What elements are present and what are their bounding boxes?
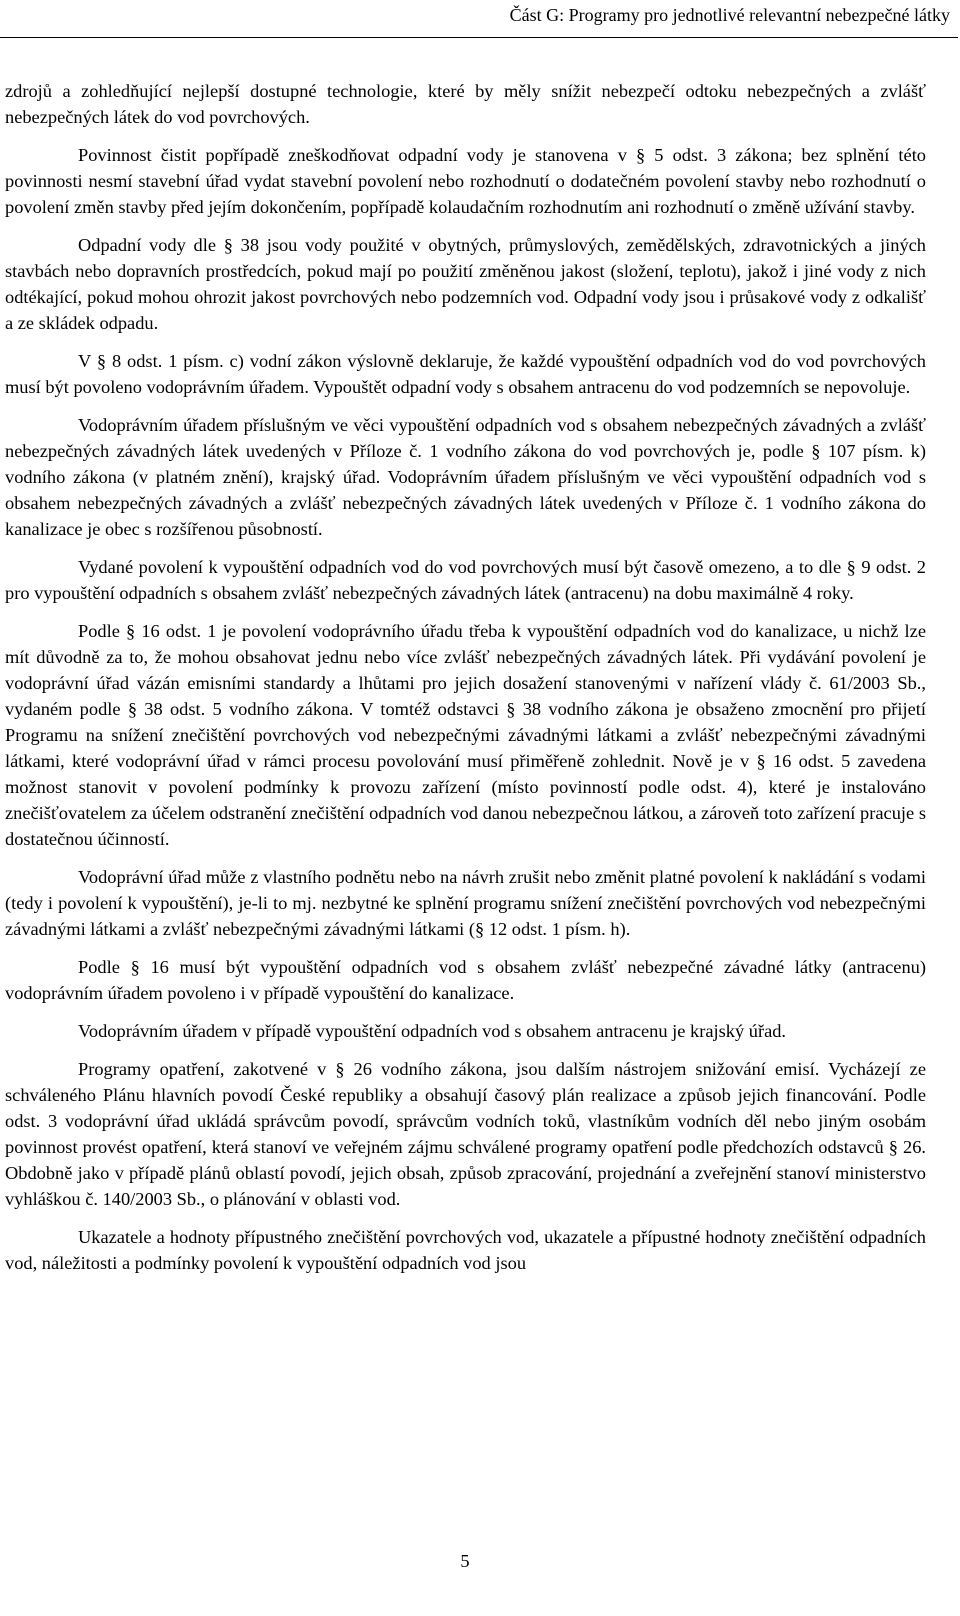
paragraph: Vodoprávním úřadem příslušným ve věci vypouštění odpadních vod s obsahem nebezpečných závadných a zvlášť nebezpečných závadných látek uvedených v Příloze č. 1 vodního zákona do vod povrchových je, podle § 107 písm. k) vodního zákona (v platném znění), krajský úřad. Vodoprávním úřadem příslušným ve věci vypouštění odpadních vod s obsahem nebezpečných závadných a zvlášť nebezpečných závadných látek uvedených v Příloze č. 1 vodního zákona do kanalizace je obec s rozšířenou působností. (5, 415, 926, 539)
paragraph: Podle § 16 musí být vypouštění odpadních vod s obsahem zvlášť nebezpečné závadné látky (antracenu) vodoprávním úřadem povoleno i v případě vypouštění do kanalizace. (5, 957, 926, 1003)
paragraph: zdrojů a zohledňující nejlepší dostupné technologie, které by měly snížit nebezpečí odtoku nebezpečných a zvlášť nebezpečných látek do vod povrchových. (5, 81, 926, 127)
paragraph: Vodoprávní úřad může z vlastního podnětu nebo na návrh zrušit nebo změnit platné povolení k nakládání s vodami (tedy i povolení k vypouštění), je-li to mj. nezbytné ke splnění programu snížení znečištění povrchových vod nebezpečnými závadnými látkami a zvlášť nebezpečnými závadnými látkami (§ 12 odst. 1 písm. h). (5, 867, 926, 939)
paragraph: Odpadní vody dle § 38 jsou vody použité v obytných, průmyslových, zemědělských, zdravotnických a jiných stavbách nebo dopravních prostředcích, pokud mají po použití změněnou jakost (složení, teplotu), jakož i jiné vody z nich odtékající, pokud mohou ohrozit jakost povrchových nebo podzemních vod. Odpadní vody jsou i průsakové vody z odkališť a ze skládek odpadu. (5, 235, 926, 333)
running-header: Část G: Programy pro jednotlivé relevantní nebezpečné látky (509, 5, 950, 25)
paragraph: Podle § 16 odst. 1 je povolení vodoprávního úřadu třeba k vypouštění odpadních vod do kanalizace, u nichž lze mít důvodně za to, že mohou obsahovat jednu nebo více zvlášť nebezpečných závadných látek. Při vydávání povolení je vodoprávní úřad vázán emisními standardy a lhůtami pro jejich dosažení stanovenými v nařízení vlády č. 61/2003 Sb., vydaném podle § 38 odst. 5 vodního zákona. V tomtéž odstavci § 38 vodního zákona je obsaženo zmocnění pro přijetí Programu na snížení znečištění povrchových vod nebezpečnými závadnými látkami a zvlášť nebezpečnými závadnými látkami, které vodoprávní úřad v rámci procesu povolování musí přiměřeně zohlednit. Nově je v § 16 odst. 5 zavedena možnost stanovit v povolení podmínky k provozu zařízení (místo povinností podle odst. 4), které je instalováno znečišťovatelem za účelem odstranění znečištění odpadních vod danou nebezpečnou látkou, a zároveň toto zařízení pracuje s dostatečnou účinností. (5, 621, 926, 849)
paragraph: V § 8 odst. 1 písm. c) vodní zákon výslovně deklaruje, že každé vypouštění odpadních vod do vod povrchových musí být povoleno vodoprávním úřadem. Vypouštět odpadní vody s obsahem antracenu do vod podzemních se nepovoluje. (5, 351, 926, 397)
paragraph: Povinnost čistit popřípadě zneškodňovat odpadní vody je stanovena v § 5 odst. 3 zákona; bez splnění této povinnosti nesmí stavební úřad vydat stavební povolení nebo rozhodnutí o dodatečném povolení stavby nebo rozhodnutí o povolení změn stavby před jejím dokončením, popřípadě kolaudačním rozhodnutím ani rozhodnutí o změně užívání stavby. (5, 145, 926, 217)
paragraph: Programy opatření, zakotvené v § 26 vodního zákona, jsou dalším nástrojem snižování emisí. Vycházejí ze schváleného Plánu hlavních povodí České republiky a obsahují časový plán realizace a způsob jejich financování. Podle odst. 3 vodoprávní úřad ukládá správcům povodí, správcům vodních toků, vlastníkům vodních děl nebo jiným osobám povinnost provést opatření, která stanoví ve veřejném zájmu schválené programy opatření podle předchozích odstavců § 26. Obdobně jako v případě plánů oblastí povodí, jejich obsah, způsob zpracování, projednání a zveřejnění stanoví ministerstvo vyhláškou č. 140/2003 Sb., o plánování v oblasti vod. (5, 1059, 926, 1209)
page-number: 5 (460, 1551, 470, 1571)
paragraph: Vodoprávním úřadem v případě vypouštění odpadních vod s obsahem antracenu je krajský úřad. (78, 1021, 787, 1041)
paragraph: Ukazatele a hodnoty přípustného znečištění povrchových vod, ukazatele a přípustné hodnoty znečištění odpadních vod, náležitosti a podmínky povolení k vypouštění odpadních vod jsou (5, 1227, 926, 1273)
body-text (5, 78, 926, 1276)
header-rule (0, 37, 958, 38)
paragraph: Vydané povolení k vypouštění odpadních vod do vod povrchových musí být časově omezeno, a to dle § 9 odst. 2 pro vypouštění odpadních s obsahem zvlášť nebezpečných závadných látek (antracenu) na dobu maximálně 4 roky. (5, 557, 926, 603)
